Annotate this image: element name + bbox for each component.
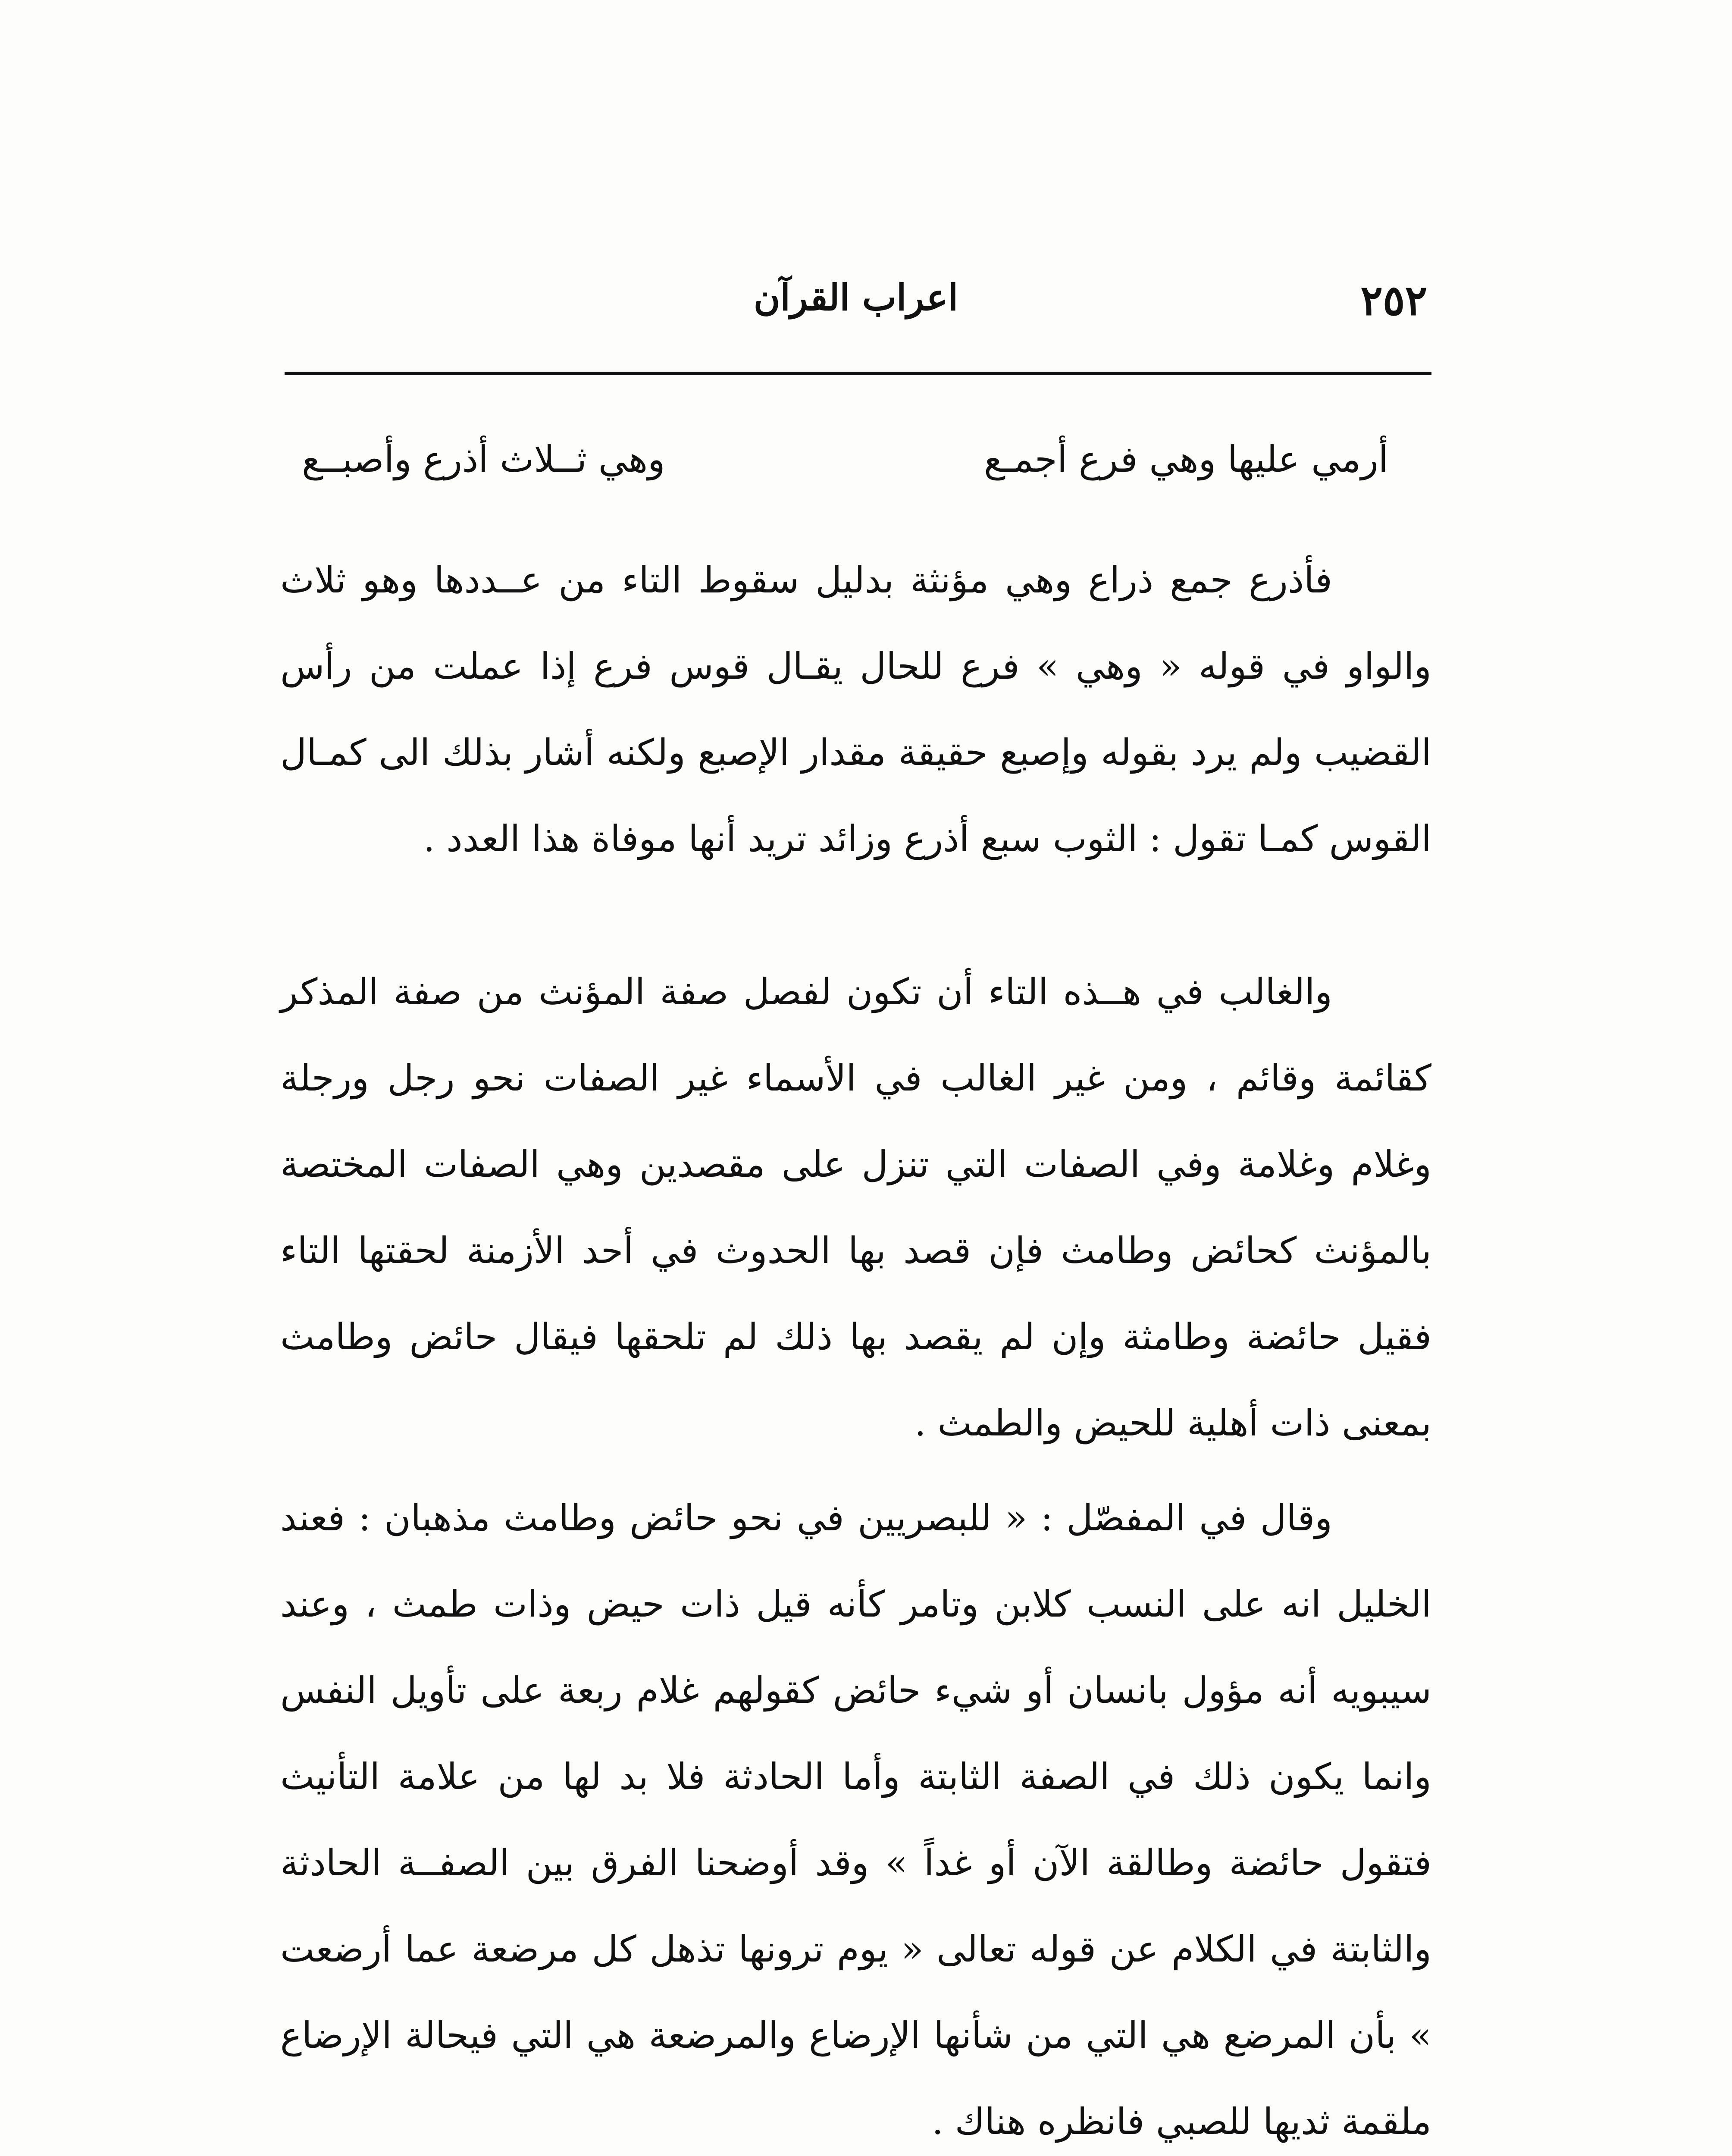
paragraph-text: والغالب في هــذه التاء أن تكون لفصل صفة المؤنث من صفة المذكر كقائمة وقائم ، ومن غير الغالب في الأسماء غير الصفات نحو رجل ورجلة وغلام وغلامة وفي الصفات التي تنزل على مقصدين وهي الصفات المختصة بالمؤنث كحائض وطامث فإن قصد بها الحدوث في أحد الأزمنة لحقتها التاء فقيل حائضة وطامثة وإن لم يقصد بها ذلك لم تلحقها فيقال حائض وطامث بمعنى ذات أهلية للحيض والطمث .	[280, 971, 1431, 1444]
paragraph-text: فأذرع جمع ذراع وهي مؤنثة بدليل سقوط التاء من عــددها وهو ثلاث والواو في قوله « وهي » فرع للحال يقـال قوس فرع إذا عملت من رأس القضيب ولم يرد بقوله وإصبع حقيقة مقدار الإصبع ولكنه أشار بذلك الى كمـال القوس كمـا تقول : الثوب سبع أذرع وزائد تريد أنها موفاة هذا العدد .	[280, 559, 1431, 860]
page-header	[285, 276, 1427, 345]
paragraph-3	[280, 1475, 1431, 2156]
verse-second-hemistich: وهي ثــلاث أذرع وأصبــع	[302, 438, 665, 480]
running-title: اعراب القرآن	[753, 276, 958, 319]
poetry-verse	[302, 416, 1388, 502]
paragraph-1	[280, 537, 1431, 882]
page-number: ٢٥٢	[1360, 276, 1427, 325]
verse-first-hemistich: أرمي عليها وهي فرع أجمـع	[984, 438, 1388, 480]
paragraph-2	[280, 949, 1431, 1466]
header-rule	[285, 372, 1431, 375]
paragraph-text: وقال في المفصّل : « للبصريين في نحو حائض وطامث مذهبان : فعند الخليل انه على النسب كلابن وتامر كأنه قيل ذات حيض وذات طمث ، وعند سيبويه أنه مؤول بانسان أو شيء حائض كقولهم غلام ربعة على تأويل النفس وانما يكون ذلك في الصفة الثابتة وأما الحادثة فلا بد لها من علامة التأنيث فتقول حائضة وطالقة الآن أو غداً » وقد أوضحنا الفرق بين الصفــة الحادثة والثابتة في الكلام عن قوله تعالى « يوم ترونها تذهل كل مرضعة عما أرضعت » بأن المرضع هي التي من شأنها الإرضاع والمرضعة هي التي فيحالة الإرضاع ملقمة ثديها للصبي فانظره هناك .	[280, 1497, 1431, 2143]
